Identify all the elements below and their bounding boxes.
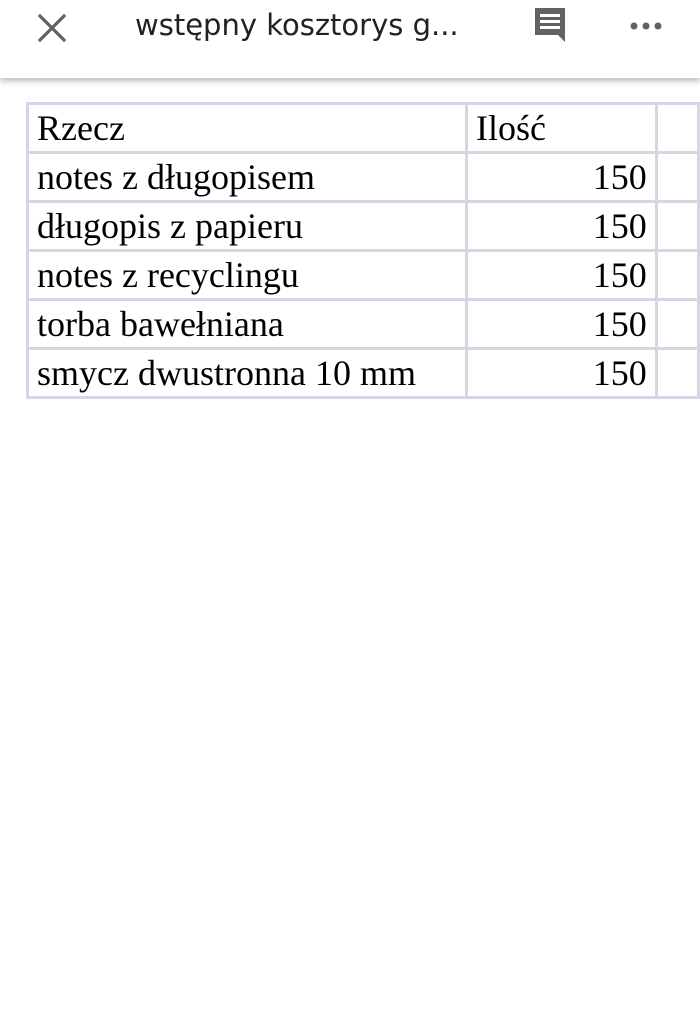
table-cell-empty[interactable] xyxy=(656,202,698,251)
table-cell-empty[interactable] xyxy=(656,300,698,349)
column-header-item[interactable]: Rzecz xyxy=(28,104,467,153)
column-header-quantity[interactable]: Ilość xyxy=(467,104,657,153)
quantity-cell[interactable]: 150 xyxy=(467,300,657,349)
comment-icon xyxy=(530,4,570,44)
table-row xyxy=(28,349,699,398)
quantity-cell[interactable]: 150 xyxy=(467,349,657,398)
quantity-cell[interactable]: 150 xyxy=(467,251,657,300)
table-cell-empty[interactable] xyxy=(656,153,698,202)
quantity-cell[interactable]: 150 xyxy=(467,202,657,251)
table-row xyxy=(28,153,699,202)
table-row xyxy=(28,300,699,349)
item-cell[interactable]: długopis z papieru xyxy=(28,202,467,251)
item-cell[interactable]: notes z długopisem xyxy=(28,153,467,202)
spreadsheet-table xyxy=(26,102,700,399)
quantity-cell[interactable]: 150 xyxy=(467,153,657,202)
comments-button[interactable] xyxy=(528,2,572,46)
item-cell[interactable]: torba bawełniana xyxy=(28,300,467,349)
table-cell-empty[interactable] xyxy=(656,251,698,300)
table-row xyxy=(28,251,699,300)
table-cell-empty[interactable] xyxy=(656,104,698,153)
close-button[interactable] xyxy=(30,6,74,50)
more-horizontal-icon xyxy=(628,20,664,32)
top-app-bar xyxy=(0,0,700,78)
table-header-row xyxy=(28,104,699,153)
table-row xyxy=(28,202,699,251)
document-content[interactable] xyxy=(0,78,700,1023)
close-icon xyxy=(37,13,67,43)
more-options-button[interactable] xyxy=(624,4,668,48)
table-cell-empty[interactable] xyxy=(656,349,698,398)
item-cell[interactable]: notes z recyclingu xyxy=(28,251,467,300)
item-cell[interactable]: smycz dwustronna 10 mm xyxy=(28,349,467,398)
document-title: wstępny kosztorys g... xyxy=(135,8,459,42)
